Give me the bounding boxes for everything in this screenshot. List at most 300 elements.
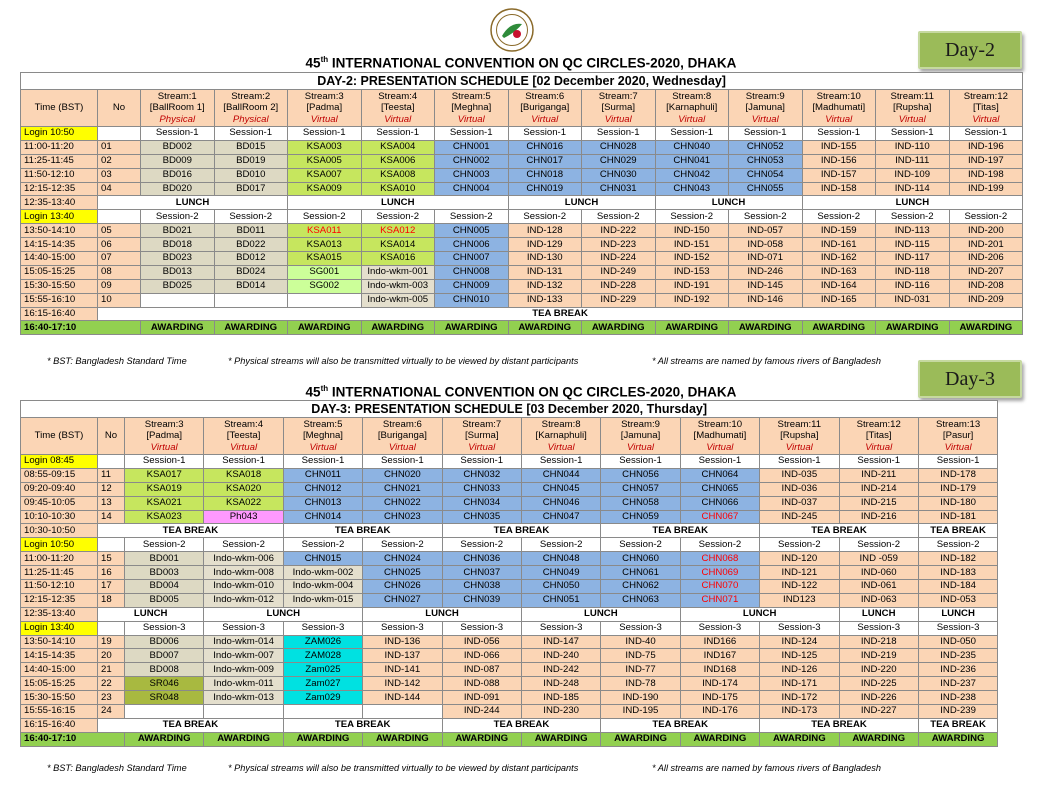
time-cell: 11:25-11:45: [21, 154, 98, 168]
lunch-cell: LUNCH: [98, 196, 288, 210]
no-cell: 12: [98, 482, 125, 496]
presentation-cell: BD015: [214, 140, 288, 154]
stream-number: Stream:10: [816, 90, 861, 102]
presentation-cell: IND-181: [918, 510, 997, 524]
presentation-cell: IND-183: [918, 566, 997, 580]
stream-name: [Meghna]: [302, 430, 343, 442]
presentation-cell: CHN047: [521, 510, 600, 524]
presentation-cell: Session-1: [508, 127, 582, 141]
tea-break-cell: TEA BREAK: [98, 524, 284, 538]
time-cell: 15:05-15:25: [21, 677, 98, 691]
no-header: No: [98, 418, 125, 455]
table-row: [21, 127, 1023, 141]
presentation-cell: CHN006: [435, 238, 509, 252]
presentation-cell: KSA017: [125, 468, 204, 482]
time-cell: 09:20-09:40: [21, 482, 98, 496]
table-row: [21, 732, 998, 746]
day2-title: 45th INTERNATIONAL CONVENTION ON QC CIRCLES-2020, DHAKA: [305, 55, 737, 71]
stream-number: Stream:5: [451, 90, 491, 102]
lunch-cell: LUNCH: [98, 607, 204, 621]
stream-number: Stream:6: [525, 90, 565, 102]
presentation-cell: IND-214: [839, 482, 918, 496]
presentation-cell: [214, 293, 288, 307]
stream-number: Stream:9: [621, 418, 660, 430]
presentation-cell: IND-120: [760, 552, 839, 566]
presentation-cell: IND-78: [601, 677, 680, 691]
stream-name: [Meghna]: [451, 102, 492, 114]
presentation-cell: SR048: [125, 691, 204, 705]
presentation-cell: Session-2: [283, 538, 362, 552]
presentation-cell: Session-2: [214, 210, 288, 224]
presentation-cell: CHN007: [435, 252, 509, 266]
awarding-cell: AWARDING: [442, 732, 521, 746]
lunch-cell: LUNCH: [204, 607, 363, 621]
stream-name: [Pasur]: [942, 430, 974, 442]
presentation-cell: IND-146: [729, 293, 803, 307]
presentation-cell: Indo-wkm-005: [361, 293, 435, 307]
lunch-cell: LUNCH: [918, 607, 997, 621]
awarding-cell: AWARDING: [283, 732, 362, 746]
stream-header: [680, 418, 759, 455]
no-cell: 18: [98, 593, 125, 607]
presentation-cell: SR046: [125, 677, 204, 691]
presentation-cell: IND-77: [601, 663, 680, 677]
time-cell: 09:45-10:05: [21, 496, 98, 510]
time-cell: 14:40-15:00: [21, 663, 98, 677]
presentation-cell: Session-3: [760, 621, 839, 635]
presentation-cell: Indo-wkm-014: [204, 635, 283, 649]
tea-break-cell: TEA BREAK: [442, 524, 601, 538]
stream-mode: Virtual: [898, 113, 926, 125]
stream-name: [Madhumati]: [693, 430, 747, 442]
presentation-cell: Session-1: [283, 455, 362, 469]
stream-header: [214, 90, 288, 127]
time-cell: Login 13:40: [21, 210, 98, 224]
presentation-cell: CHN008: [435, 265, 509, 279]
stream-name: [Buriganga]: [520, 102, 570, 114]
table-row: [21, 455, 998, 469]
table-row: [21, 468, 998, 482]
presentation-cell: ZAM028: [283, 649, 362, 663]
stream-mode: Virtual: [230, 441, 258, 453]
table-row: [21, 510, 998, 524]
awarding-cell: AWARDING: [760, 732, 839, 746]
presentation-cell: IND-40: [601, 635, 680, 649]
caption-row: [21, 401, 998, 418]
table-row: [21, 293, 1023, 307]
no-cell: 05: [98, 224, 141, 238]
lunch-cell: LUNCH: [508, 196, 655, 210]
presentation-cell: Session-1: [361, 127, 435, 141]
presentation-cell: Session-1: [680, 455, 759, 469]
no-cell: 19: [98, 635, 125, 649]
no-header: No: [98, 90, 141, 127]
time-cell: 11:00-11:20: [21, 552, 98, 566]
no-cell: 13: [98, 496, 125, 510]
presentation-cell: Session-1: [442, 455, 521, 469]
presentation-cell: IND167: [680, 649, 759, 663]
presentation-cell: BD021: [141, 224, 215, 238]
tea-break-cell: TEA BREAK: [442, 718, 601, 732]
header-row: [21, 418, 998, 455]
presentation-cell: BD014: [214, 279, 288, 293]
presentation-cell: CHN010: [435, 293, 509, 307]
presentation-cell: [204, 705, 283, 719]
table-row: [21, 705, 998, 719]
time-cell: 11:50-12:10: [21, 168, 98, 182]
caption-row: [21, 73, 1023, 90]
stream-number: Stream:4: [378, 90, 418, 102]
presentation-cell: Session-2: [125, 538, 204, 552]
presentation-cell: CHN055: [729, 182, 803, 196]
stream-header: [361, 90, 435, 127]
presentation-cell: CHN016: [508, 140, 582, 154]
presentation-cell: IND-209: [949, 293, 1023, 307]
presentation-cell: CHN017: [508, 154, 582, 168]
presentation-cell: Indo-wkm-001: [361, 265, 435, 279]
presentation-cell: IND-195: [601, 705, 680, 719]
stream-number: Stream:7: [598, 90, 638, 102]
presentation-cell: Session-1: [918, 455, 997, 469]
stream-mode: Physical: [159, 113, 196, 125]
stream-header: [760, 418, 839, 455]
presentation-cell: IND-162: [802, 252, 876, 266]
stream-header: [204, 418, 283, 455]
presentation-cell: IND-218: [839, 635, 918, 649]
presentation-cell: Session-2: [442, 538, 521, 552]
stream-number: Stream:7: [462, 418, 502, 430]
presentation-cell: CHN057: [601, 482, 680, 496]
presentation-cell: IND-228: [582, 279, 656, 293]
presentation-cell: IND-197: [949, 154, 1023, 168]
presentation-cell: Indo-wkm-010: [204, 580, 283, 594]
awarding-cell: AWARDING: [204, 732, 283, 746]
table-row: [21, 580, 998, 594]
presentation-cell: Indo-wkm-009: [204, 663, 283, 677]
presentation-cell: IND-066: [442, 649, 521, 663]
presentation-cell: CHN022: [363, 496, 442, 510]
time-cell: 16:40-17:10: [21, 732, 125, 746]
presentation-cell: CHN036: [442, 552, 521, 566]
time-cell: Login 08:45: [21, 455, 98, 469]
table-row: [21, 182, 1023, 196]
presentation-cell: CHN045: [521, 482, 600, 496]
time-cell: 10:10-10:30: [21, 510, 98, 524]
presentation-cell: Session-2: [363, 538, 442, 552]
stream-header: [655, 90, 729, 127]
presentation-cell: IND-219: [839, 649, 918, 663]
presentation-cell: IND-121: [760, 566, 839, 580]
stream-name: [Rupsha]: [780, 430, 819, 442]
time-cell: 15:55-16:10: [21, 293, 98, 307]
presentation-cell: CHN018: [508, 168, 582, 182]
presentation-cell: IND-175: [680, 691, 759, 705]
stream-number: Stream:6: [382, 418, 422, 430]
presentation-cell: IND-176: [680, 705, 759, 719]
presentation-cell: CHN031: [582, 182, 656, 196]
presentation-cell: Session-2: [729, 210, 803, 224]
presentation-cell: IND-182: [918, 552, 997, 566]
awarding-cell: AWARDING: [949, 321, 1023, 335]
presentation-cell: KSA021: [125, 496, 204, 510]
table-row: [21, 224, 1023, 238]
stream-header: [508, 90, 582, 127]
no-cell: 21: [98, 663, 125, 677]
table-row: [21, 154, 1023, 168]
footnote-physical: * Physical streams will also be transmitted virtually to be viewed by distant participants: [228, 356, 579, 366]
presentation-cell: IND166: [680, 635, 759, 649]
no-cell: 23: [98, 691, 125, 705]
presentation-cell: CHN041: [655, 154, 729, 168]
presentation-cell: IND-200: [949, 224, 1023, 238]
presentation-cell: Session-2: [508, 210, 582, 224]
awarding-cell: AWARDING: [601, 732, 680, 746]
time-cell: 11:25-11:45: [21, 566, 98, 580]
presentation-cell: IND-156: [802, 154, 876, 168]
stream-header: [141, 90, 215, 127]
presentation-cell: IND-057: [729, 224, 803, 238]
presentation-cell: BD013: [141, 265, 215, 279]
no-cell: 07: [98, 252, 141, 266]
lunch-cell: LUNCH: [288, 196, 509, 210]
presentation-cell: IND-159: [802, 224, 876, 238]
presentation-cell: IND-088: [442, 677, 521, 691]
table-row: [21, 552, 998, 566]
presentation-cell: IND-117: [876, 252, 950, 266]
presentation-cell: IND-128: [508, 224, 582, 238]
presentation-cell: Session-2: [876, 210, 950, 224]
presentation-cell: KSA018: [204, 468, 283, 482]
presentation-cell: IND-063: [839, 593, 918, 607]
presentation-cell: CHN021: [363, 482, 442, 496]
presentation-cell: IND-110: [876, 140, 950, 154]
presentation-cell: KSA013: [288, 238, 362, 252]
lunch-cell: LUNCH: [655, 196, 802, 210]
qc-circles-logo-icon: [490, 8, 534, 52]
presentation-cell: BD011: [214, 224, 288, 238]
presentation-cell: IND-225: [839, 677, 918, 691]
time-cell: 15:05-15:25: [21, 265, 98, 279]
presentation-cell: Zam027: [283, 677, 362, 691]
stream-header: [125, 418, 204, 455]
stream-name: [Teesta]: [380, 102, 415, 114]
no-cell: [98, 127, 141, 141]
table-row: [21, 279, 1023, 293]
awarding-cell: AWARDING: [214, 321, 288, 335]
presentation-cell: IND-152: [655, 252, 729, 266]
time-cell: 10:30-10:50: [21, 524, 98, 538]
time-cell: 14:40-15:00: [21, 252, 98, 266]
presentation-cell: CHN058: [601, 496, 680, 510]
presentation-cell: CHN005: [435, 224, 509, 238]
presentation-cell: CHN043: [655, 182, 729, 196]
stream-header: [582, 90, 656, 127]
no-cell: 17: [98, 580, 125, 594]
stream-mode: Virtual: [310, 113, 338, 125]
presentation-cell: [125, 705, 204, 719]
presentation-cell: KSA023: [125, 510, 204, 524]
awarding-cell: AWARDING: [141, 321, 215, 335]
presentation-cell: IND-153: [655, 265, 729, 279]
presentation-cell: Session-1: [601, 455, 680, 469]
presentation-cell: IND-161: [802, 238, 876, 252]
presentation-cell: IND-180: [918, 496, 997, 510]
presentation-cell: CHN032: [442, 468, 521, 482]
presentation-cell: IND-211: [839, 468, 918, 482]
stream-name: [Rupsha]: [893, 102, 932, 114]
stream-mode: Virtual: [531, 113, 559, 125]
time-cell: 14:15-14:35: [21, 649, 98, 663]
presentation-cell: Session-1: [141, 127, 215, 141]
tea-break-cell: TEA BREAK: [601, 524, 760, 538]
stream-number: Stream:3: [144, 418, 184, 430]
presentation-cell: IND-150: [655, 224, 729, 238]
presentation-cell: KSA005: [288, 154, 362, 168]
presentation-cell: CHN060: [601, 552, 680, 566]
presentation-cell: BD023: [141, 252, 215, 266]
presentation-cell: IND-115: [876, 238, 950, 252]
stream-mode: Virtual: [309, 441, 337, 453]
presentation-cell: BD020: [141, 182, 215, 196]
presentation-cell: IND-133: [508, 293, 582, 307]
lunch-cell: LUNCH: [680, 607, 839, 621]
presentation-cell: CHN015: [283, 552, 362, 566]
presentation-cell: [288, 293, 362, 307]
no-cell: 11: [98, 468, 125, 482]
awarding-cell: AWARDING: [729, 321, 803, 335]
presentation-cell: IND-235: [918, 649, 997, 663]
stream-header: [802, 90, 876, 127]
stream-mode: Virtual: [972, 113, 1000, 125]
presentation-cell: CHN061: [601, 566, 680, 580]
stream-mode: Virtual: [825, 113, 853, 125]
presentation-cell: CHN048: [521, 552, 600, 566]
presentation-cell: Session-2: [760, 538, 839, 552]
presentation-cell: Indo-wkm-011: [204, 677, 283, 691]
stream-mode: Virtual: [547, 441, 575, 453]
presentation-cell: CHN014: [283, 510, 362, 524]
presentation-cell: IND-060: [839, 566, 918, 580]
stream-number: Stream:8: [672, 90, 712, 102]
presentation-cell: CHN011: [283, 468, 362, 482]
no-cell: 03: [98, 168, 141, 182]
tea-break-cell: TEA BREAK: [918, 524, 997, 538]
awarding-cell: AWARDING: [288, 321, 362, 335]
time-cell: 08:55-09:15: [21, 468, 98, 482]
awarding-cell: AWARDING: [521, 732, 600, 746]
stream-header: [601, 418, 680, 455]
presentation-cell: CHN035: [442, 510, 521, 524]
presentation-cell: IND-142: [363, 677, 442, 691]
presentation-cell: KSA008: [361, 168, 435, 182]
presentation-cell: CHN033: [442, 482, 521, 496]
stream-header: [949, 90, 1023, 127]
presentation-cell: BD016: [141, 168, 215, 182]
stream-name: [Padma]: [146, 430, 183, 442]
presentation-cell: CHN054: [729, 168, 803, 182]
presentation-cell: Session-3: [283, 621, 362, 635]
stream-header: [283, 418, 362, 455]
presentation-cell: Indo-wkm-002: [283, 566, 362, 580]
presentation-cell: CHN053: [729, 154, 803, 168]
presentation-cell: KSA004: [361, 140, 435, 154]
presentation-cell: CHN051: [521, 593, 600, 607]
presentation-cell: [141, 293, 215, 307]
time-cell: Login 10:50: [21, 538, 98, 552]
table-row: [21, 621, 998, 635]
no-cell: 01: [98, 140, 141, 154]
presentation-cell: Indo-wkm-004: [283, 580, 362, 594]
tea-break-cell: TEA BREAK: [98, 718, 284, 732]
table-row: [21, 482, 998, 496]
presentation-cell: CHN020: [363, 468, 442, 482]
presentation-cell: SG002: [288, 279, 362, 293]
presentation-cell: Indo-wkm-012: [204, 593, 283, 607]
time-cell: 12:35-13:40: [21, 607, 98, 621]
time-header: Time (BST): [21, 418, 98, 455]
table-row: [21, 265, 1023, 279]
stream-number: Stream:5: [303, 418, 343, 430]
presentation-cell: IND-224: [582, 252, 656, 266]
presentation-cell: IND-198: [949, 168, 1023, 182]
presentation-cell: CHN062: [601, 580, 680, 594]
presentation-cell: Ph043: [204, 510, 283, 524]
presentation-cell: KSA007: [288, 168, 362, 182]
presentation-cell: BD019: [214, 154, 288, 168]
presentation-cell: CHN065: [680, 482, 759, 496]
presentation-cell: IND-129: [508, 238, 582, 252]
no-cell: 04: [98, 182, 141, 196]
presentation-cell: Session-1: [655, 127, 729, 141]
stream-mode: Virtual: [678, 113, 706, 125]
presentation-cell: IND-249: [582, 265, 656, 279]
presentation-cell: Session-1: [288, 127, 362, 141]
presentation-cell: BD006: [125, 635, 204, 649]
awarding-cell: AWARDING: [363, 732, 442, 746]
awarding-cell: AWARDING: [876, 321, 950, 335]
presentation-cell: IND-216: [839, 510, 918, 524]
tea-break-cell: TEA BREAK: [283, 524, 442, 538]
presentation-cell: IND-157: [802, 168, 876, 182]
presentation-cell: SG001: [288, 265, 362, 279]
presentation-cell: CHN028: [582, 140, 656, 154]
presentation-cell: IND-071: [729, 252, 803, 266]
presentation-cell: IND-245: [760, 510, 839, 524]
presentation-cell: KSA014: [361, 238, 435, 252]
presentation-cell: Session-1: [729, 127, 803, 141]
presentation-cell: CHN034: [442, 496, 521, 510]
day3-schedule-table: [20, 400, 998, 747]
table-row: [21, 718, 998, 732]
time-cell: Login 13:40: [21, 621, 98, 635]
presentation-cell: Session-1: [214, 127, 288, 141]
presentation-cell: CHN030: [582, 168, 656, 182]
presentation-cell: CHN052: [729, 140, 803, 154]
presentation-cell: IND-248: [521, 677, 600, 691]
time-cell: Login 10:50: [21, 127, 98, 141]
stream-number: Stream:11: [777, 418, 822, 430]
table-row: [21, 691, 998, 705]
presentation-cell: Indo-wkm-008: [204, 566, 283, 580]
stream-header: [839, 418, 918, 455]
stream-number: Stream:8: [541, 418, 581, 430]
presentation-cell: BD002: [141, 140, 215, 154]
no-cell: [98, 621, 125, 635]
no-cell: [98, 210, 141, 224]
header-row: [21, 90, 1023, 127]
presentation-cell: ZAM026: [283, 635, 362, 649]
lunch-cell: LUNCH: [839, 607, 918, 621]
